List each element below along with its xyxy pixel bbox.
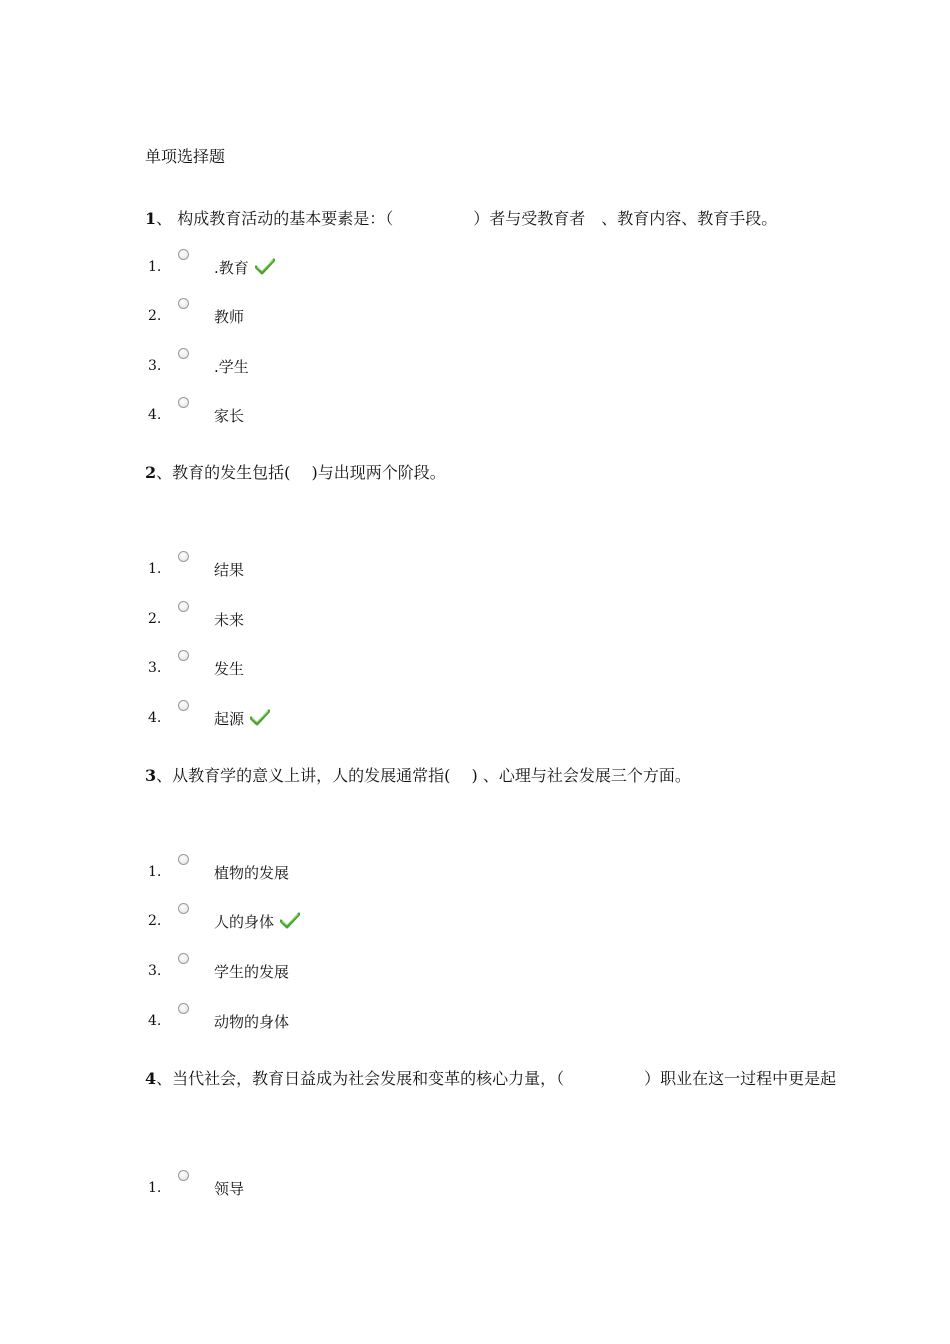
question-separator: 、 — [156, 766, 173, 785]
radio-button[interactable] — [178, 249, 189, 260]
radio-button[interactable] — [178, 1170, 189, 1181]
question-4 — [145, 1066, 836, 1089]
option-number: 3. — [148, 963, 162, 979]
question-text: 从教育学的意义上讲，人的发展通常指( ) 、心理与社会发展三个方面。 — [172, 766, 691, 785]
question-text: 当代社会，教育日益成为社会发展和变革的核心力量，（ ）职业在这一过程中更是起 — [172, 1069, 837, 1088]
question-separator: 、 — [156, 1069, 173, 1088]
option-number: 4. — [148, 407, 162, 423]
radio-button[interactable] — [178, 854, 189, 865]
question-2 — [145, 460, 446, 483]
option-label: 人的身体 — [214, 911, 300, 932]
question-1 — [145, 206, 777, 229]
section-title: 单项选择题 — [145, 147, 226, 166]
question-number: 1 — [145, 209, 157, 228]
option-label: 植物的发展 — [214, 864, 290, 882]
check-icon — [280, 912, 300, 930]
question-text: 构成教育活动的基本要素是：（ ）者与受教育者 、教育内容、教育手段。 — [172, 209, 778, 228]
option-label: .教育 — [214, 257, 275, 278]
option-number: 3. — [148, 660, 162, 676]
question-text: 教育的发生包括( )与出现两个阶段。 — [172, 463, 446, 482]
option-label: 领导 — [214, 1180, 245, 1198]
option-label: .学生 — [214, 358, 249, 376]
question-separator: 、 — [156, 463, 173, 482]
option-number: 2. — [148, 308, 162, 324]
radio-button[interactable] — [178, 953, 189, 964]
check-icon — [250, 709, 270, 727]
option-label: 起源 — [214, 708, 270, 729]
radio-button[interactable] — [178, 903, 189, 914]
option-number: 2. — [148, 913, 162, 929]
question-number: 2 — [145, 463, 157, 482]
option-number: 4. — [148, 710, 162, 726]
option-number: 1. — [148, 259, 162, 275]
radio-button[interactable] — [178, 397, 189, 408]
radio-button[interactable] — [178, 551, 189, 562]
option-label: 动物的身体 — [214, 1013, 290, 1031]
option-number: 1. — [148, 561, 162, 577]
option-number: 2. — [148, 611, 162, 627]
question-number: 4 — [145, 1069, 157, 1088]
radio-button[interactable] — [178, 700, 189, 711]
radio-button[interactable] — [178, 348, 189, 359]
radio-button[interactable] — [178, 601, 189, 612]
question-number: 3 — [145, 766, 157, 785]
radio-button[interactable] — [178, 1003, 189, 1014]
question-3 — [145, 763, 691, 786]
option-label: 家长 — [214, 407, 245, 425]
question-separator: 、 — [156, 209, 173, 228]
option-number: 3. — [148, 358, 162, 374]
option-label: 学生的发展 — [214, 963, 290, 981]
option-label: 结果 — [214, 561, 245, 579]
radio-button[interactable] — [178, 298, 189, 309]
check-icon — [255, 258, 275, 276]
option-number: 1. — [148, 864, 162, 880]
option-number: 1. — [148, 1180, 162, 1196]
option-label: 教师 — [214, 308, 245, 326]
option-number: 4. — [148, 1013, 162, 1029]
radio-button[interactable] — [178, 650, 189, 661]
option-label: 发生 — [214, 660, 245, 678]
option-label: 未来 — [214, 611, 245, 629]
